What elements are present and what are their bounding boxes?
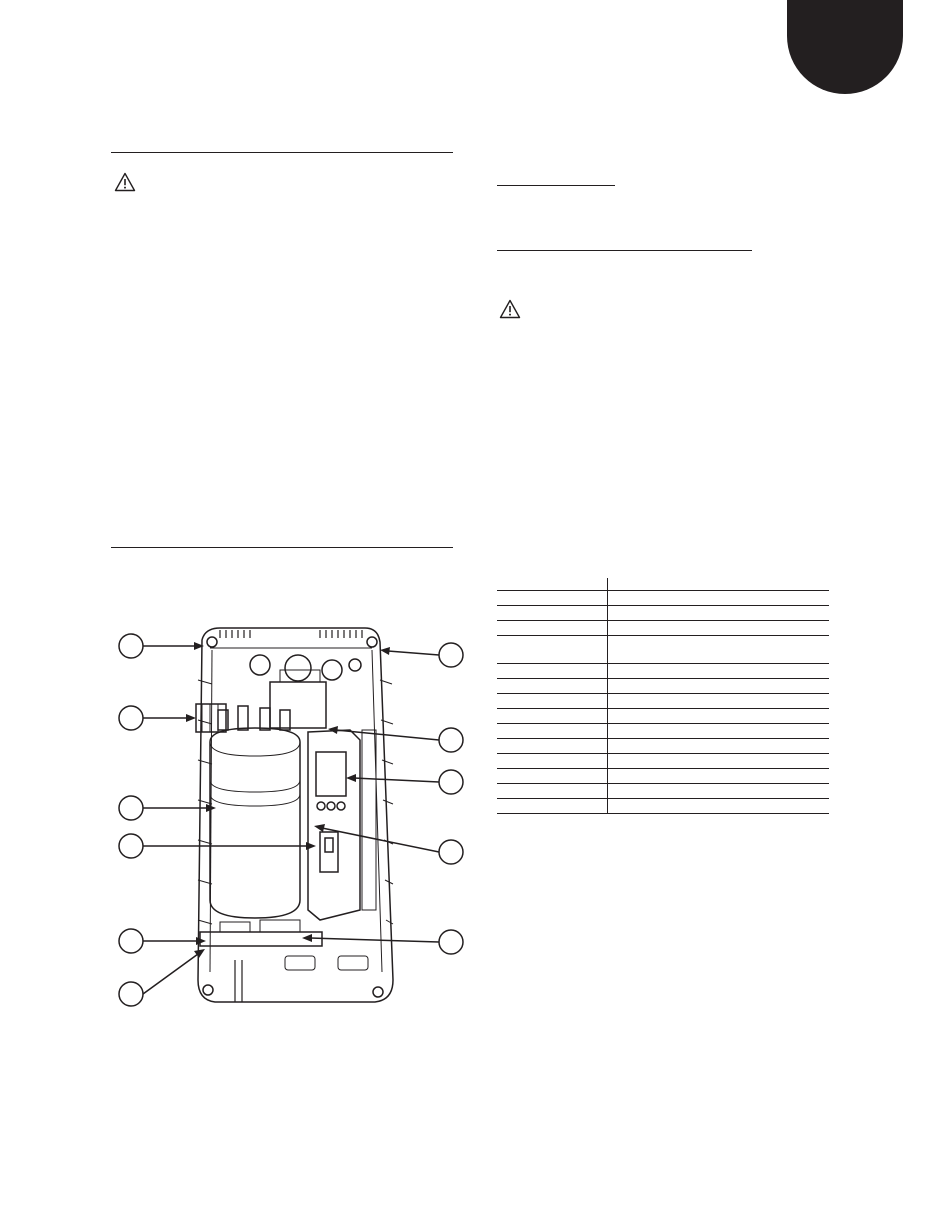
table-cell [497,799,608,814]
table-cell [608,621,830,636]
heater-diagram [110,620,470,1030]
table-row [497,769,829,784]
chapter-tab [787,0,903,94]
table-row [497,664,829,679]
table-row [497,578,829,591]
table-row [497,694,829,709]
table-row [497,709,829,724]
table-cell [608,754,830,769]
table-cell [497,664,608,679]
table-cell [608,739,830,754]
table-cell [497,606,608,621]
table-cell [608,606,830,621]
table-cell [497,621,608,636]
table-cell [497,709,608,724]
heading-underline-2 [497,250,752,251]
table-cell [608,769,830,784]
warning-triangle-icon [114,172,136,192]
table-row [497,799,829,814]
warning-triangle-icon [499,299,521,319]
table-cell [608,591,830,606]
table-cell [608,799,830,814]
table-row [497,621,829,636]
table-cell [497,578,608,591]
table-row [497,636,829,664]
table-cell [497,769,608,784]
table-cell [608,679,830,694]
table-cell [497,739,608,754]
heading-underline-1 [497,185,615,186]
table-cell [497,694,608,709]
table-cell [497,636,608,664]
table-row [497,679,829,694]
section-rule-diagram [111,547,453,548]
table-cell [497,724,608,739]
table-cell [608,636,830,664]
table-cell [497,591,608,606]
table-cell [608,664,830,679]
table-cell [608,694,830,709]
table-row [497,591,829,606]
bottom-plate [200,932,322,946]
section-rule-top [111,152,453,153]
table-row [497,754,829,769]
table-cell [497,754,608,769]
table-cell [497,784,608,799]
table-row [497,606,829,621]
table-row [497,724,829,739]
table-cell [608,578,830,591]
table-cell [608,709,830,724]
spec-table [497,578,829,814]
table-cell [497,679,608,694]
table-row [497,739,829,754]
table-cell [608,784,830,799]
table-row [497,784,829,799]
table-cell [608,724,830,739]
